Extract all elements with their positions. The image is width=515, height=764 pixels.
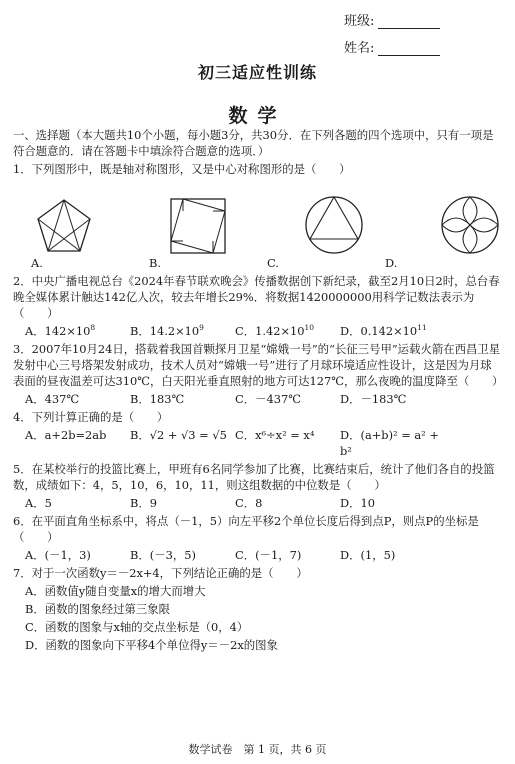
option-a[interactable]: A．a+2b=2ab <box>25 428 107 442</box>
option-d[interactable]: D．10 <box>340 496 376 510</box>
question-3-options <box>13 391 503 407</box>
exam-title: 初三适应性训练 <box>197 63 317 82</box>
option-d-label[interactable]: D. <box>385 256 398 270</box>
option-b-label[interactable]: B. <box>149 256 161 270</box>
option-c[interactable]: C．函数的图象与x轴的交点坐标是（0，4） <box>25 620 249 634</box>
question-content <box>13 127 503 653</box>
question-2-options <box>13 323 503 339</box>
question-5-options <box>13 495 503 511</box>
option-c[interactable]: C．8 <box>235 496 263 510</box>
option-b[interactable]: B．函数的图象经过第三象限 <box>25 602 171 616</box>
option-a[interactable]: A．函数值y随自变量x的增大而增大 <box>25 584 206 598</box>
question-4 <box>13 409 503 459</box>
question-5-stem: 5．在某校举行的投篮比赛上，甲班有6名同学参加了比赛，比赛结束后，统计了他们各自的投篮数，成绩如下：4，5，10，6，10，11，则这组数据的中位数是（ ） <box>13 462 495 492</box>
question-3-stem: 3．2007年10月24日，搭载着我国首颗探月卫星“嫦娥一号”的“长征三号甲”运载火箭在西昌卫星发射中心三号塔架发射成功，技术人员对“嫦娥一号”进行了月球环境适应性设计，这是因为月球表面的昼夜温差可达310℃，白天阳光垂直照射的地方可达127℃，那么夜晚的温度降至（ ） <box>13 342 504 388</box>
option-c[interactable] <box>235 323 340 339</box>
question-1-stem: 1．下列图形中，既是轴对称图形，又是中心对称图形的是（ ） <box>13 162 351 176</box>
option-d[interactable] <box>340 323 445 339</box>
figure-b-square <box>169 197 227 255</box>
option-a-label[interactable]: A. <box>31 256 43 270</box>
option-letter: D． <box>340 324 361 338</box>
class-label: 班级: <box>344 14 375 29</box>
option-letter: B． <box>130 324 150 338</box>
option-exponent: 11 <box>417 323 427 333</box>
option-c[interactable]: C．(－1，7) <box>235 548 302 562</box>
subject-title: 数学 <box>228 105 287 127</box>
figure-a-pentagon <box>35 197 93 255</box>
option-a[interactable]: A．(－1，3) <box>25 548 91 562</box>
option-b[interactable]: B．√2 + √3 = √5 <box>130 428 227 442</box>
option-exponent: 8 <box>90 323 96 333</box>
question-1-option-labels <box>31 255 503 271</box>
option-a[interactable]: A．5 <box>25 496 52 510</box>
question-6-stem: 6．在平面直角坐标系中，将点（－1，5）向左平移2个单位长度后得到点P，则点P的坐标是（ ） <box>13 514 479 544</box>
option-a[interactable]: A．437℃ <box>25 392 80 406</box>
option-b[interactable]: B．(－3，5) <box>130 548 196 562</box>
option-d[interactable]: D．(a+b)² = a² + b² <box>340 428 439 458</box>
question-6-options <box>13 547 503 563</box>
section-heading: 一、选择题（本大题共10个小题，每小题3分，共30分．在下列各题的四个选项中，只有一项是符合题意的．请在答题卡中填涂符合题意的选项．） <box>13 128 494 158</box>
option-letter: A． <box>25 324 45 338</box>
question-4-stem: 4．下列计算正确的是（ ） <box>13 410 169 424</box>
option-c-label[interactable]: C. <box>267 256 279 270</box>
option-d[interactable]: D．函数的图象向下平移4个单位得y＝－2x的图象 <box>25 638 278 652</box>
question-3 <box>13 341 503 407</box>
question-2-stem: 2．中央广播电视总台《2024年春节联欢晚会》传播数据创下新纪录，截至2月10日2时，总台春晚全媒体累计触达142亿人次，较去年增长29%．将数据1420000000用科学记数法表示为（ ） <box>13 274 500 320</box>
question-7 <box>13 565 503 653</box>
figure-c-circle-triangle <box>304 195 364 255</box>
question-6 <box>13 513 503 563</box>
question-4-options <box>13 427 503 459</box>
option-b[interactable]: B．183℃ <box>130 392 185 406</box>
option-c[interactable]: C．－437℃ <box>235 392 301 406</box>
option-b[interactable] <box>130 323 235 339</box>
option-exponent: 9 <box>199 323 204 333</box>
option-base: 0.142×10 <box>360 324 418 338</box>
question-1-figures <box>35 189 500 255</box>
option-a[interactable] <box>25 323 130 339</box>
option-base: 14.2×10 <box>149 324 200 338</box>
option-c[interactable]: C．x⁶÷x² = x⁴ <box>235 428 315 442</box>
option-exponent: 10 <box>304 323 315 333</box>
option-base: 1.42×10 <box>255 324 305 338</box>
option-d[interactable]: D．(1，5) <box>340 548 396 562</box>
option-b[interactable]: B．9 <box>130 496 158 510</box>
option-letter: C． <box>235 324 256 338</box>
question-2 <box>13 273 503 339</box>
page-footer: 数学试卷 第 1 页，共 6 页 <box>188 743 327 756</box>
class-field <box>344 10 440 29</box>
figure-d-circle-petals <box>440 195 500 255</box>
name-blank[interactable] <box>378 45 440 56</box>
question-5 <box>13 461 503 511</box>
question-1 <box>13 161 503 271</box>
option-d[interactable]: D．－183℃ <box>340 392 407 406</box>
name-field <box>344 37 440 56</box>
question-7-stem: 7．对于一次函数y＝－2x+4，下列结论正确的是（ ） <box>13 566 308 580</box>
option-base: 142×10 <box>44 324 91 338</box>
class-blank[interactable] <box>378 18 440 29</box>
name-label: 姓名: <box>344 41 375 56</box>
